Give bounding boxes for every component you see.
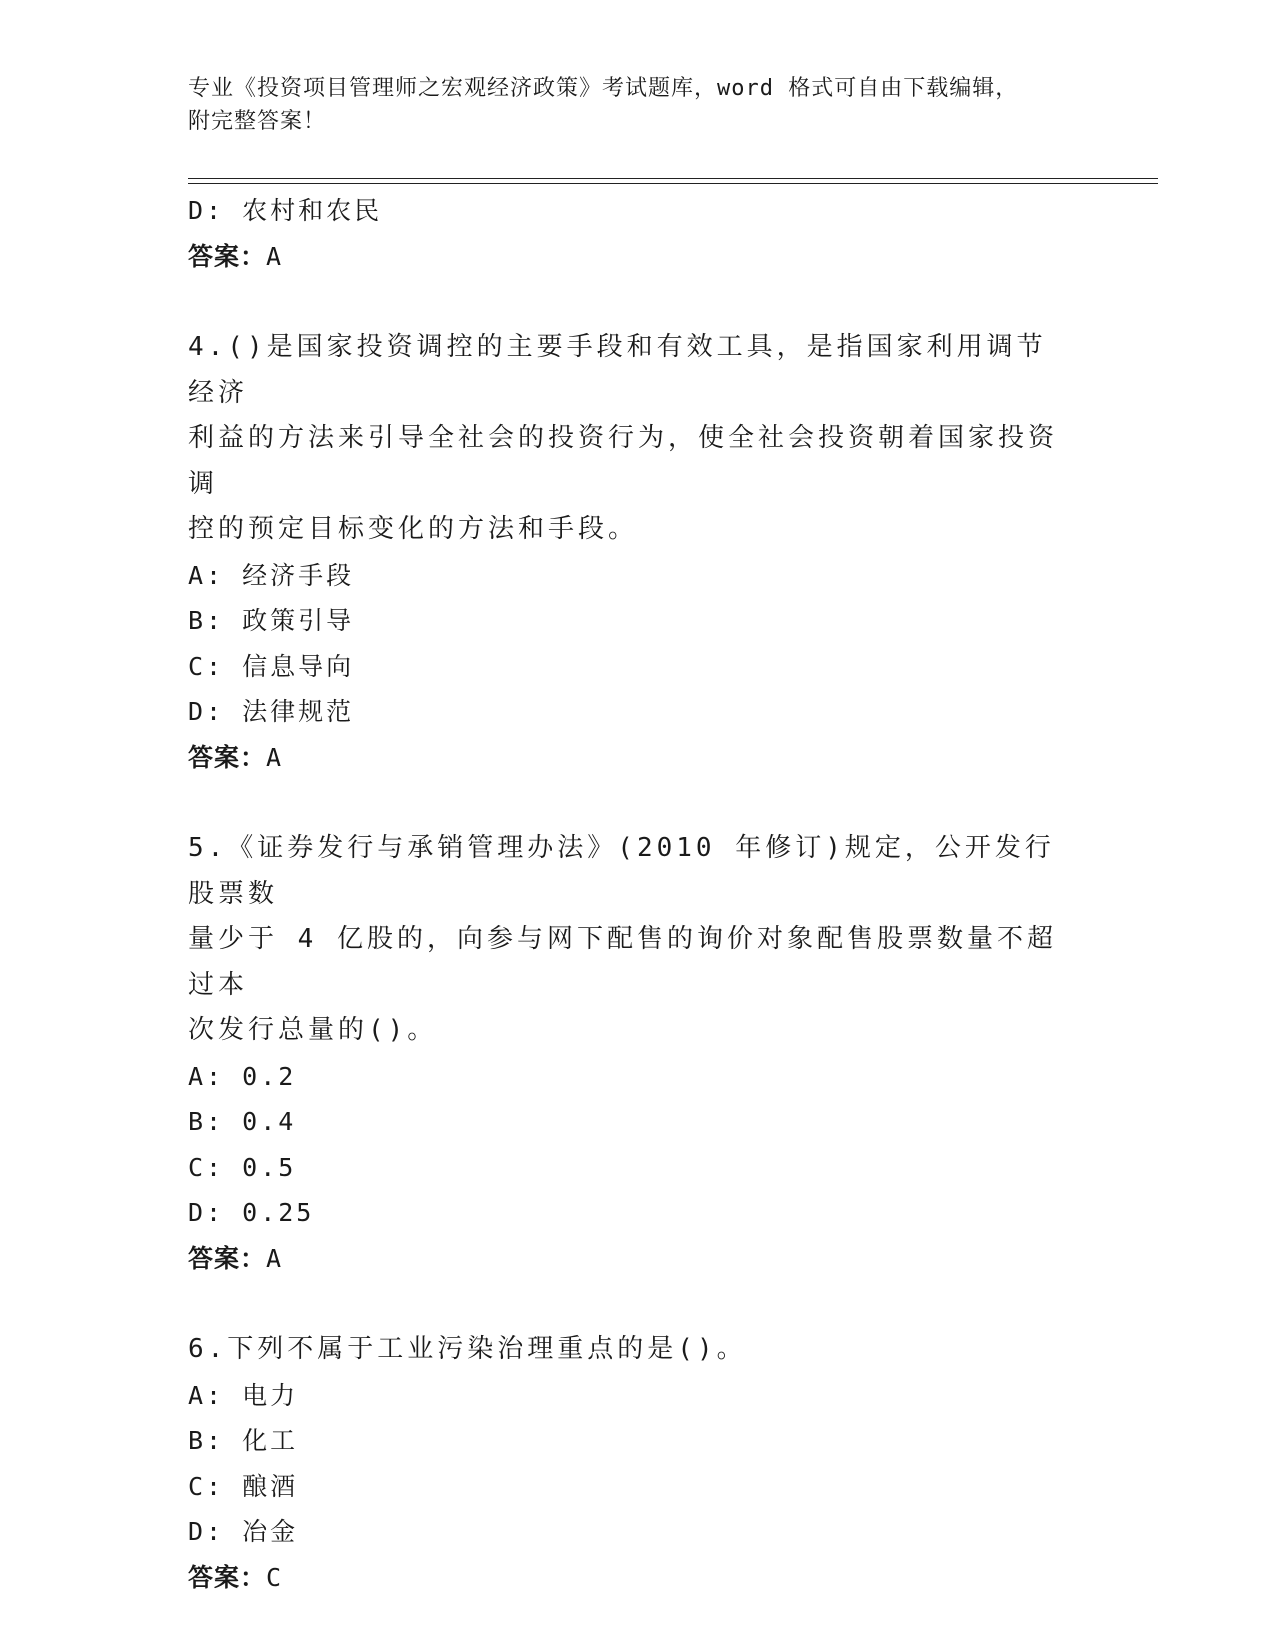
option-b: B: 化工: [188, 1426, 299, 1455]
answer-label: 答案：: [188, 241, 267, 271]
question-stem-line: 量少于 4 亿股的，向参与网下配售的询价对象配售股票数量不超过本: [188, 924, 1057, 1000]
option-b: B: 政策引导: [188, 606, 355, 635]
question-stem-line: 次发行总量的()。: [188, 1015, 438, 1045]
question-stem-line: 利益的方法来引导全社会的投资行为，使全社会投资朝着国家投资调: [188, 423, 1059, 499]
answer-line: [188, 1236, 1088, 1282]
header-line-1: 专业《投资项目管理师之宏观经济政策》考试题库，word 格式可自由下载编辑，: [188, 76, 1019, 101]
answer-value: A: [266, 241, 284, 271]
answer-label: 答案：: [188, 742, 267, 772]
option-b: B: 0.4: [188, 1107, 297, 1136]
option-d: D: 农村和农民: [188, 196, 383, 225]
question-4: [188, 325, 1088, 780]
question-stem-line: 4.()是国家投资调控的主要手段和有效工具，是指国家利用调节经济: [188, 332, 1047, 408]
option-a: A: 电力: [188, 1380, 299, 1410]
option-c: C: 0.5: [188, 1152, 297, 1182]
option-a: A: 经济手段: [188, 560, 355, 590]
answer-value: A: [266, 742, 284, 772]
header-divider-bottom: [188, 183, 1158, 184]
header-line-2: 附完整答案！: [188, 109, 327, 134]
question-3-fragment: [188, 188, 1088, 279]
option-d: D: 法律规范: [188, 697, 355, 726]
question-stem-line: 5.《证券发行与承销管理办法》(2010 年修订)规定，公开发行股票数: [188, 833, 1055, 909]
question-5: [188, 826, 1088, 1281]
answer-line: [188, 234, 1088, 280]
option-d: D: 0.25: [188, 1198, 315, 1227]
document-body: [188, 188, 1088, 1600]
answer-value: A: [266, 1243, 284, 1273]
option-d: D: 冶金: [188, 1517, 299, 1546]
answer-label: 答案：: [188, 1243, 267, 1273]
answer-line: [188, 735, 1088, 781]
question-6: [188, 1327, 1088, 1600]
document-header: [188, 72, 1088, 138]
header-divider-top: [188, 178, 1158, 179]
option-c: C: 信息导向: [188, 651, 355, 681]
option-c: C: 酿酒: [188, 1471, 299, 1501]
question-stem-line: 6.下列不属于工业污染治理重点的是()。: [188, 1334, 747, 1364]
option-a: A: 0.2: [188, 1061, 297, 1091]
answer-value: C: [266, 1562, 284, 1592]
question-stem-line: 控的预定目标变化的方法和手段。: [188, 514, 639, 544]
answer-label: 答案：: [188, 1562, 267, 1592]
answer-line: [188, 1555, 1088, 1601]
